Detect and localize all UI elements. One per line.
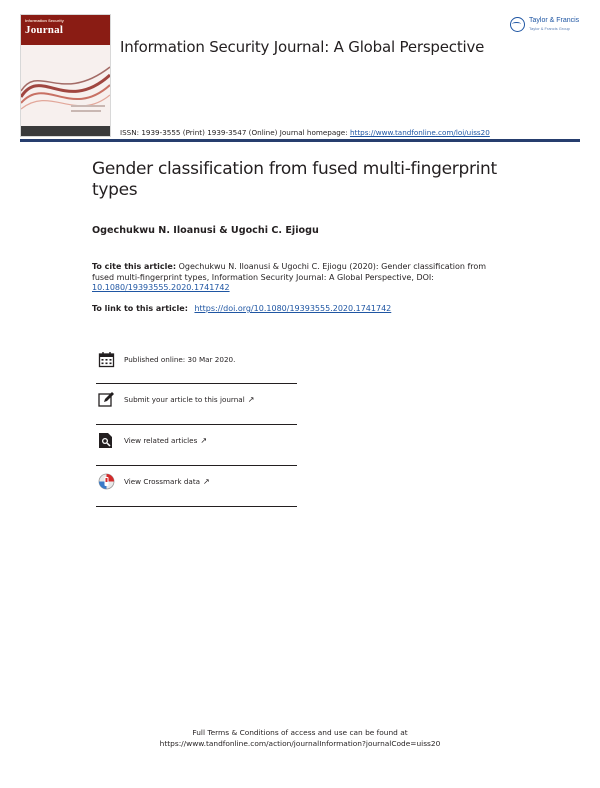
submit-article-text[interactable]	[124, 395, 254, 404]
crossmark-text[interactable]	[124, 477, 210, 486]
publisher-logo-wave	[512, 22, 521, 26]
cite-text: Ogechukwu N. Iloanusi & Ugochi C. Ejiogu (2020): Gender classification from fused multi-fingerprint types, Information Security Journal: A Global Perspective, DOI:	[92, 262, 487, 282]
external-link-icon: ↗	[200, 436, 208, 445]
row-divider	[96, 506, 297, 507]
cite-label: To cite this article:	[92, 262, 177, 271]
journal-cover	[20, 14, 111, 137]
link-label: To link to this article:	[92, 304, 188, 313]
cover-footer-band	[21, 126, 110, 136]
submit-article-label: Submit your article to this journal	[124, 395, 245, 404]
related-articles-text[interactable]	[124, 436, 207, 445]
calendar-icon	[98, 351, 115, 368]
issn-text: ISSN: 1939-3555 (Print) 1939-3547 (Online) Journal homepage:	[120, 128, 348, 137]
publisher-logo[interactable]	[510, 16, 585, 36]
link-to-article	[92, 304, 391, 313]
crossmark-icon	[98, 473, 115, 490]
citation-block	[92, 262, 492, 294]
external-link-icon: ↗	[203, 477, 210, 486]
cover-artwork	[21, 45, 110, 126]
edit-icon	[98, 391, 115, 408]
search-document-icon	[98, 432, 115, 449]
related-articles-row[interactable]	[96, 432, 296, 473]
crossmark-row[interactable]	[96, 473, 296, 514]
row-divider	[96, 424, 297, 425]
row-divider	[96, 383, 297, 384]
header-divider	[20, 139, 580, 142]
publisher-name: Taylor & Francis	[529, 17, 580, 24]
cover-title: Journal	[25, 24, 64, 36]
footer	[0, 727, 600, 749]
related-articles-label: View related articles	[124, 436, 198, 445]
article-doi-link[interactable]: https://doi.org/10.1080/19393555.2020.1741742	[194, 304, 392, 313]
published-online-text: Published online: 30 Mar 2020.	[124, 355, 236, 364]
article-title: Gender classification from fused multi-fingerprint types	[92, 159, 497, 200]
publisher-subname: Taylor & Francis Group	[529, 26, 570, 31]
cite-doi-link[interactable]: 10.1080/19393555.2020.1741742	[92, 283, 230, 292]
row-divider	[96, 465, 297, 466]
crossmark-label: View Crossmark data	[124, 477, 201, 486]
footer-terms-url[interactable]: https://www.tandfonline.com/action/journalInformation?journalCode=uiss20	[159, 739, 441, 748]
published-online-row	[96, 351, 296, 392]
article-authors: Ogechukwu N. Iloanusi & Ugochi C. Ejiogu	[92, 225, 319, 236]
cover-brand: Information Security	[25, 18, 64, 23]
journal-homepage-link[interactable]: https://www.tandfonline.com/loi/uiss20	[349, 128, 490, 137]
journal-title: Information Security Journal: A Global Perspective	[120, 38, 485, 56]
footer-terms-text: Full Terms & Conditions of access and use can be found at	[192, 728, 408, 737]
issn-line	[120, 128, 490, 137]
submit-article-row[interactable]	[96, 391, 296, 432]
external-link-icon: ↗	[247, 395, 255, 404]
